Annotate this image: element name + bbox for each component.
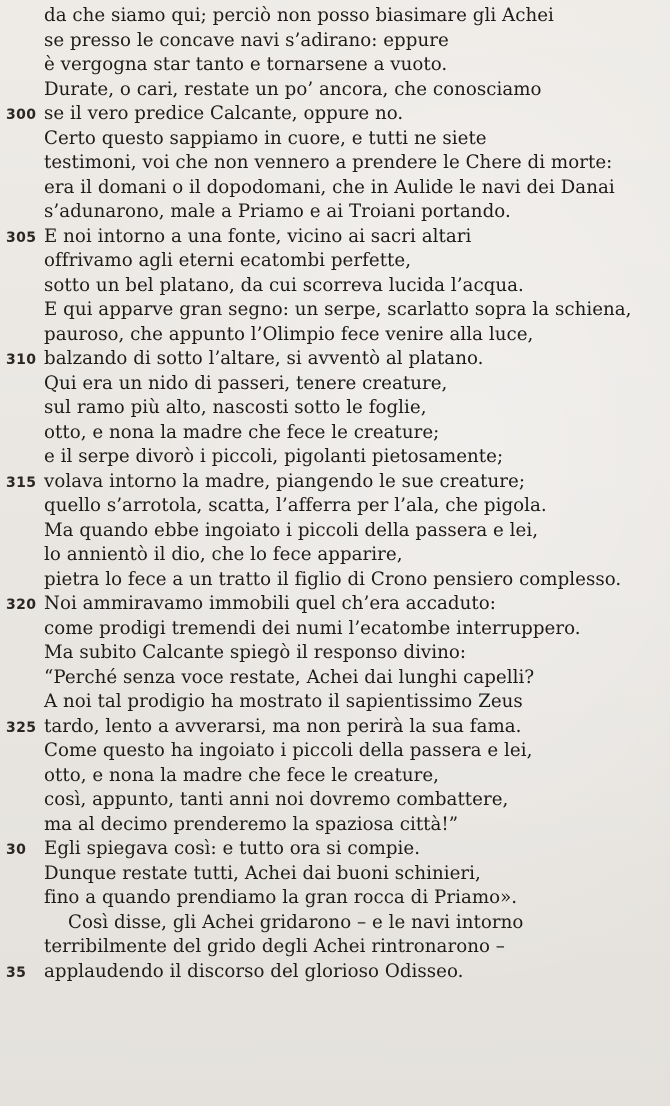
verse-text: pietra lo fece a un tratto il figlio di Crono pensiero complesso. <box>44 568 622 590</box>
verse-text: terribilmente del grido degli Achei rintronarono – <box>44 936 505 957</box>
verse-text: offrivamo agli eterni ecatombi perfette, <box>44 250 412 271</box>
verse-text: balzando di sotto l’altare, si avventò al platano. <box>44 348 484 369</box>
verse-line <box>0 960 670 985</box>
verse-text: pauroso, che appunto l’Olimpio fece venire alla luce, <box>44 323 534 345</box>
verse-line <box>0 886 670 911</box>
verse-text: da che siamo qui; perciò non posso biasimare gli Achei <box>44 5 554 26</box>
verse-line <box>0 347 670 372</box>
verse-line <box>0 4 670 29</box>
verse-text: Dunque restate tutti, Achei dai buoni schinieri, <box>44 862 481 884</box>
verse-line <box>0 127 670 152</box>
verse-text: Certo questo sappiamo in cuore, e tutti ne siete <box>44 127 487 149</box>
verse-text: lo annientò il dio, che lo fece apparire, <box>44 544 403 565</box>
verse-text: sotto un bel platano, da cui scorreva lucida l’acqua. <box>44 274 524 296</box>
verse-line <box>0 151 670 176</box>
verse-line <box>0 935 670 960</box>
verse-text: fino a quando prendiamo la gran rocca di Priamo». <box>44 887 518 908</box>
verse-line <box>0 862 670 887</box>
line-number: 300 <box>6 107 37 123</box>
verse-line <box>0 396 670 421</box>
verse-text: se presso le concave navi s’adirano: eppure <box>44 29 449 51</box>
verse-text: A noi tal prodigio ha mostrato il sapientissimo Zeus <box>44 691 523 712</box>
line-number: 325 <box>6 719 37 736</box>
verse-line <box>0 519 670 544</box>
verse-line <box>0 445 670 470</box>
verse-text: Egli spiegava così: e tutto ora si compie. <box>44 838 421 859</box>
verse-line <box>0 323 670 348</box>
line-number: 35 <box>6 964 27 981</box>
verse-line <box>0 764 670 789</box>
verse-line <box>0 372 670 397</box>
verse-text: così, appunto, tanti anni noi dovremo combattere, <box>44 789 509 810</box>
verse-text: applaudendo il discorso del glorioso Odisseo. <box>44 960 464 982</box>
verse-line <box>0 298 670 323</box>
verse-line <box>0 494 670 519</box>
verse-text: come prodigi tremendi dei numi l’ecatombe interruppero. <box>44 617 581 639</box>
verse-text: Così disse, gli Achei gridarono – e le navi intorno <box>68 911 524 933</box>
verse-line <box>0 837 670 862</box>
verse-line <box>0 53 670 78</box>
poem-page <box>0 4 670 984</box>
verse-text: volava intorno la madre, piangendo le sue creature; <box>44 470 526 492</box>
line-number: 320 <box>6 597 37 613</box>
verse-text: e il serpe divorò i piccoli, pigolanti pietosamente; <box>44 446 504 467</box>
verse-line <box>0 666 670 691</box>
line-number: 30 <box>6 842 27 858</box>
verse-line <box>0 200 670 225</box>
verse-line <box>0 421 670 446</box>
verse-line <box>0 470 670 495</box>
verse-text: Noi ammiravamo immobili quel ch’era accaduto: <box>44 593 496 614</box>
verse-text: ma al decimo prenderemo la spaziosa città!” <box>44 813 459 835</box>
verse-text: Ma subito Calcante spiegò il responso divino: <box>44 642 467 663</box>
verse-line <box>0 739 670 764</box>
verse-text: era il domani o il dopodomani, che in Aulide le navi dei Danai <box>44 176 615 198</box>
verse-line <box>0 102 670 127</box>
verse-line <box>0 813 670 838</box>
verse-text: “Perché senza voce restate, Achei dai lunghi capelli? <box>44 666 535 688</box>
verse-text: tardo, lento a avverarsi, ma non perirà la sua fama. <box>44 715 522 737</box>
verse-line <box>0 78 670 103</box>
verse-line <box>0 568 670 593</box>
verse-text: Ma quando ebbe ingoiato i piccoli della passera e lei, <box>44 519 539 541</box>
verse-line <box>0 641 670 666</box>
verse-text: otto, e nona la madre che fece le creature, <box>44 764 439 786</box>
verse-line <box>0 249 670 274</box>
verse-text: se il vero predice Calcante, oppure no. <box>44 103 404 124</box>
verse-line <box>0 617 670 642</box>
verse-text: s’adunarono, male a Priamo e ai Troiani portando. <box>44 201 511 222</box>
verse-text: è vergogna star tanto e tornarsene a vuoto. <box>44 54 448 75</box>
verse-line <box>0 715 670 740</box>
verse-text: Durate, o cari, restate un po’ ancora, che conosciamo <box>44 78 542 100</box>
verse-line <box>0 788 670 813</box>
line-number: 315 <box>6 474 37 491</box>
verse-text: Qui era un nido di passeri, tenere creature, <box>44 372 448 394</box>
verse-line <box>0 274 670 299</box>
verse-line <box>0 225 670 250</box>
verse-line <box>0 911 670 936</box>
verse-text: testimoni, voi che non vennero a prendere le Chere di morte: <box>44 152 613 173</box>
verse-text: E noi intorno a una fonte, vicino ai sacri altari <box>44 225 472 247</box>
verse-text: sul ramo più alto, nascosti sotto le foglie, <box>44 397 427 418</box>
verse-line <box>0 29 670 54</box>
verse-text: E qui apparve gran segno: un serpe, scarlatto sopra la schiena, <box>44 299 632 320</box>
line-number: 305 <box>6 229 37 246</box>
line-number: 310 <box>6 352 37 368</box>
verse-line <box>0 176 670 201</box>
verse-line <box>0 543 670 568</box>
verse-text: quello s’arrotola, scatta, l’afferra per l’ala, che pigola. <box>44 495 547 516</box>
verse-text: otto, e nona la madre che fece le creature; <box>44 421 440 443</box>
verse-line <box>0 690 670 715</box>
verse-text: Come questo ha ingoiato i piccoli della passera e lei, <box>44 740 533 761</box>
verse-line <box>0 592 670 617</box>
